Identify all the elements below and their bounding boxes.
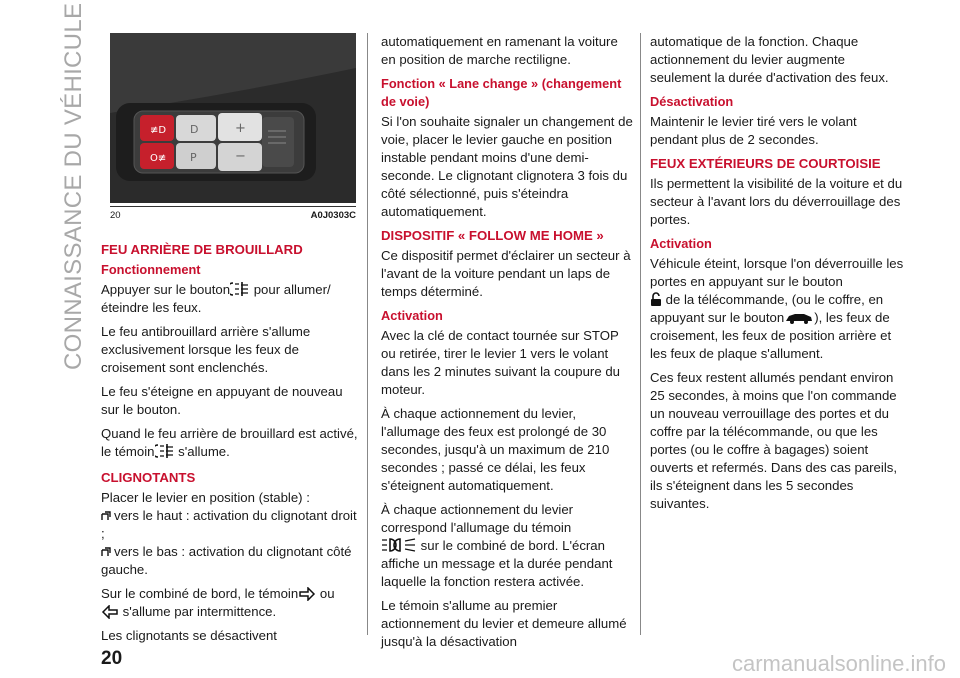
heading-deactivation: Désactivation <box>650 94 734 109</box>
light-switch-figure <box>110 33 356 203</box>
svg-text:−: − <box>235 149 246 164</box>
paragraph: Les clignotants se désactivent <box>101 628 277 643</box>
heading-activation: Activation <box>650 236 712 251</box>
section-sidebar <box>58 2 90 530</box>
paragraph: automatique de la fonction. Chaque actionnement du levier augmente seulement la durée d'activation des feux. <box>650 34 889 85</box>
paragraph: Maintenir le levier tiré vers le volant pendant plus de 2 secondes. <box>650 114 857 147</box>
paragraph: À chaque actionnement du levier, l'allumage des feux est prolongé de 30 secondes, jusqu'à un maximum de 210 secondes ; passé ce délai, les feux s'éteignent automatiquement. <box>381 406 610 493</box>
paragraph: Ce dispositif permet d'éclairer un secteur à l'avant de la voiture pendant un laps de temps déterminé. <box>381 248 631 299</box>
svg-text:P: P <box>190 151 197 164</box>
svg-text:O≢: O≢ <box>150 153 167 164</box>
figure-number: 20 <box>110 210 121 221</box>
subheading-operation: Fonctionnement <box>101 262 201 277</box>
bullet-icon <box>101 511 111 521</box>
column-divider <box>640 33 641 635</box>
paragraph: À chaque actionnement du levier correspond l'allumage du témoin sur le combiné de bord. L'écran affiche un message et la durée pendant laquelle la fonction restera activée. <box>381 502 613 589</box>
paragraph: Avec la clé de contact tournée sur STOP ou retirée, tirer le levier 1 vers le volant dans les 2 minutes suivant la coupure du moteur. <box>381 328 620 397</box>
paragraph: Appuyer sur le bouton pour allumer/éteindre les feux. <box>101 282 331 315</box>
column-3 <box>650 33 905 519</box>
paragraph: Le témoin s'allume au premier actionnement du levier et demeure allumé jusqu'à la désactivation <box>381 598 627 649</box>
follow-me-home-icon <box>381 537 417 553</box>
figure-caption <box>110 206 356 221</box>
page-number: 20 <box>101 648 123 669</box>
column-divider <box>367 33 368 635</box>
paragraph: Placer le levier en position (stable) : <box>101 490 310 505</box>
column-1 <box>101 241 359 651</box>
paragraph: Si l'on souhaite signaler un changement de voie, placer le levier gauche en position instable pendant moins d'une demi-seconde. Le clignotant clignotera 3 fois du côté sélectionné, puis s'éteindra automatiquement. <box>381 114 633 219</box>
heading-activation: Activation <box>381 308 443 323</box>
heading-indicators: CLIGNOTANTS <box>101 470 196 485</box>
paragraph: Ces feux restent allumés pendant environ 25 secondes, à moins que l'on commande un nouveau verrouillage des portes et du coffre par la télécommande, ou que les portes (ou le coffre à bagages) soient ouverts et refermés. Dans des cas pareils, ils s'éteignent dans les 5 secondes suivantes. <box>650 370 898 511</box>
column-2 <box>381 33 633 657</box>
rear-fog-light-icon <box>155 443 175 459</box>
heading-follow-me-home: DISPOSITIF « FOLLOW ME HOME » <box>381 228 604 243</box>
paragraph: Ils permettent la visibilité de la voiture et du secteur à l'avant lors du déverrouillage des portes. <box>650 176 903 227</box>
paragraph: Véhicule éteint, lorsque l'on déverrouille les portes en appuyant sur le bouton de la télécommande, (ou le coffre, en appuyant sur le bouton ), les feux de croisement, les feux de position arrière et les feux de plaque s'allument. <box>650 256 904 361</box>
rear-fog-light-icon <box>230 281 250 297</box>
heading-lane-change: Fonction « Lane change » (changement de voie) <box>381 76 622 109</box>
paragraph: Le feu s'éteigne en appuyant de nouveau sur le bouton. <box>101 384 343 417</box>
bullet-icon <box>101 547 111 557</box>
watermark: carmanualsonline.info <box>731 651 946 676</box>
paragraph: Le feu antibrouillard arrière s'allume exclusivement lorsque les feux de croisement sont enclenchés. <box>101 324 311 375</box>
heading-rear-fog-light: FEU ARRIÈRE DE BROUILLARD <box>101 242 303 257</box>
heading-courtesy-lights: FEUX EXTÉRIEURS DE COURTOISIE <box>650 156 881 171</box>
unlock-icon <box>650 292 662 307</box>
paragraph: automatiquement en ramenant la voiture en position de marche rectiligne. <box>381 34 618 67</box>
trunk-icon <box>784 311 814 325</box>
figure-code: A0J0303C <box>310 210 356 221</box>
svg-text:≢D: ≢D <box>150 125 167 136</box>
svg-text:D: D <box>190 123 199 136</box>
left-turn-signal-icon <box>101 605 119 619</box>
list-item: vers le bas : activation du clignotant côté gauche. <box>101 544 352 577</box>
list-item: vers le haut : activation du clignotant droit ; <box>101 508 357 541</box>
svg-text:+: + <box>235 121 246 136</box>
section-title: CONNAISSANCE DU VÉHICULE <box>60 2 87 370</box>
right-turn-signal-icon <box>298 587 316 601</box>
light-switch-illustration <box>110 33 356 203</box>
paragraph: Quand le feu arrière de brouillard est activé, le témoin s'allume. <box>101 426 358 459</box>
paragraph: Sur le combiné de bord, le témoin ou s'allume par intermittence. <box>101 586 335 619</box>
